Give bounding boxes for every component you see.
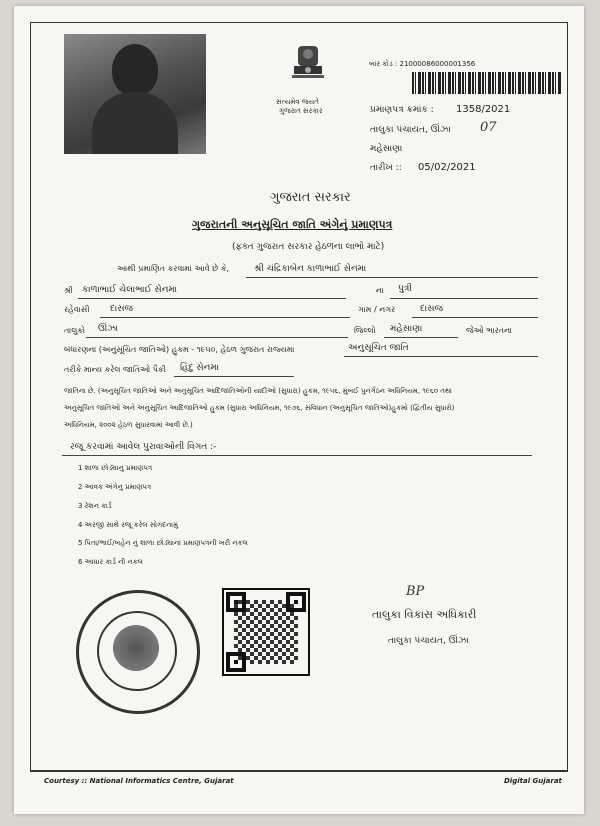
caste-value: હિંદુ સેનમા <box>180 363 219 373</box>
certificate-sheet <box>14 6 584 814</box>
applicant-photo <box>64 34 206 154</box>
certificate-title: ગુજરાતની અનુસૂચિત જાતિ અંગેનું પ્રમાણપત્ર <box>192 218 393 231</box>
resident-value: દાસજ <box>110 304 134 314</box>
resident-label: રહેવાસી <box>64 305 90 314</box>
district-value: મહેસાણા <box>390 324 423 334</box>
meta-district: મહેસાણા <box>370 144 403 154</box>
caste-prefix: તરીકે માન્ય કરેલ જાતિઓ પૈકી <box>64 365 166 374</box>
document-item: 3 રેશન કાર્ડ <box>78 502 112 510</box>
document-item: 2 આવક અંગેનુ પ્રમાણપત્ર <box>78 483 152 491</box>
qr-code <box>222 588 310 676</box>
taluka-number: 07 <box>480 120 497 135</box>
emblem-caption: ગુજરાત સરકાર <box>279 107 323 115</box>
applicant-name: શ્રી ચંદ્રિકાબેન કાળાભાઈ સેનમા <box>254 264 367 274</box>
document-item: 5 પિતા/ભાઈ/બહેન નું શાળા છોડ્યાનાં પ્રમાણપત્રની ખરી નકલ <box>78 539 248 547</box>
relation-label: ના <box>376 286 384 295</box>
district-label: જિલ્લો <box>354 326 376 335</box>
country-label: જેઓ ભારતના <box>466 326 513 335</box>
father-name: કાળાભાઈ ચેલાભાઈ સેનમા <box>82 285 177 295</box>
signature-designation: તાલુકા વિકાસ અધિકારી <box>372 608 477 621</box>
signature-initials: BP <box>406 584 425 599</box>
footer-digital-gujarat: Digital Gujarat <box>504 777 562 785</box>
caste-category: અનુસૂચિત જાતિ <box>348 343 409 353</box>
barcode <box>412 72 562 94</box>
document-item: 4 અરજી સાથે રજૂ કરેલ સોગંદનામું <box>78 521 179 529</box>
cert-no: 1358/2021 <box>456 104 511 115</box>
document-item: 1 શાળા છોડ્યાનુ પ્રમાણપત્ર <box>78 464 153 472</box>
govt-heading: ગુજરાત સરકાર <box>270 190 351 205</box>
signature-office: તાલુકા પંચાયત, ઊંઝા <box>388 636 469 646</box>
taluka-label: તાલુકો <box>64 326 85 335</box>
date-label: તારીખ :: <box>370 163 402 173</box>
taluka-value: ઊંઝા <box>98 324 119 334</box>
village-value: દાસજ <box>420 304 444 314</box>
certificate-subtitle: (ફક્ત ગુજરાત સરકાર હેઠળના લાભો માટે) <box>232 242 385 252</box>
village-label: ગામ / નગર <box>358 305 396 314</box>
shri-label: શ્રી <box>64 286 73 295</box>
para-line-2: અનુસૂચિત જાતિઓ અને અનુસૂચિત આદિજાતિઓ હુકમ (સુધારા અધિનિયમ, ૧૯૭૬, સંવિધાન (અનુસૂચિત જાતિઓ)હુકમો (દ્વિતીય સુધારો) <box>64 404 455 412</box>
constitution-text: બંધારણના (અનુસૂચિત જાતિઓ) હુકમ - ૧૯૫૦, હેઠળ ગુજરાત રાજ્યમાં <box>64 345 295 354</box>
relation-value: પુત્રી <box>398 284 412 294</box>
cert-no-label: પ્રમાણપત્ર ક્રમાંક : <box>370 105 434 115</box>
barcode-label: બાર કોડ : 21000086000001356 <box>369 60 476 68</box>
para-line-3: અધિનિયમ, ૨૦૦૨ હેઠળ સુધારવામાં આવી છે.) <box>64 421 193 429</box>
official-stamp <box>76 590 200 714</box>
documents-heading: રજૂ કરવામાં આવેલ પુરાવાઓની વિગત :- <box>70 442 217 452</box>
intro-text: આથી પ્રમાણિત કરવામાં આવે છે કે, <box>117 264 230 273</box>
footer-courtesy: Courtesy :: National Informatics Centre, Gujarat <box>44 777 234 785</box>
state-emblem-icon <box>282 42 334 102</box>
emblem-motto: સત્યમેવ જયતે <box>276 98 319 106</box>
document-item: 6 આધાર કાર્ડ ની નકલ <box>78 558 143 566</box>
meta-taluka: તાલુકા પંચાયત, ઊંઝા <box>370 125 451 135</box>
date-value: 05/02/2021 <box>418 162 476 173</box>
para-line-1: જાતિના છે. (અનુસૂચિત જાતિઓ અને અનુસૂચિત આદિજાતિઓની યાદીઓ (સુધારા) હુકમ, ૧૯૫૬, મુંબઈ પુનર્ગઠન અધિનિયમ, ૧૯૬૦ તથા <box>64 387 452 395</box>
